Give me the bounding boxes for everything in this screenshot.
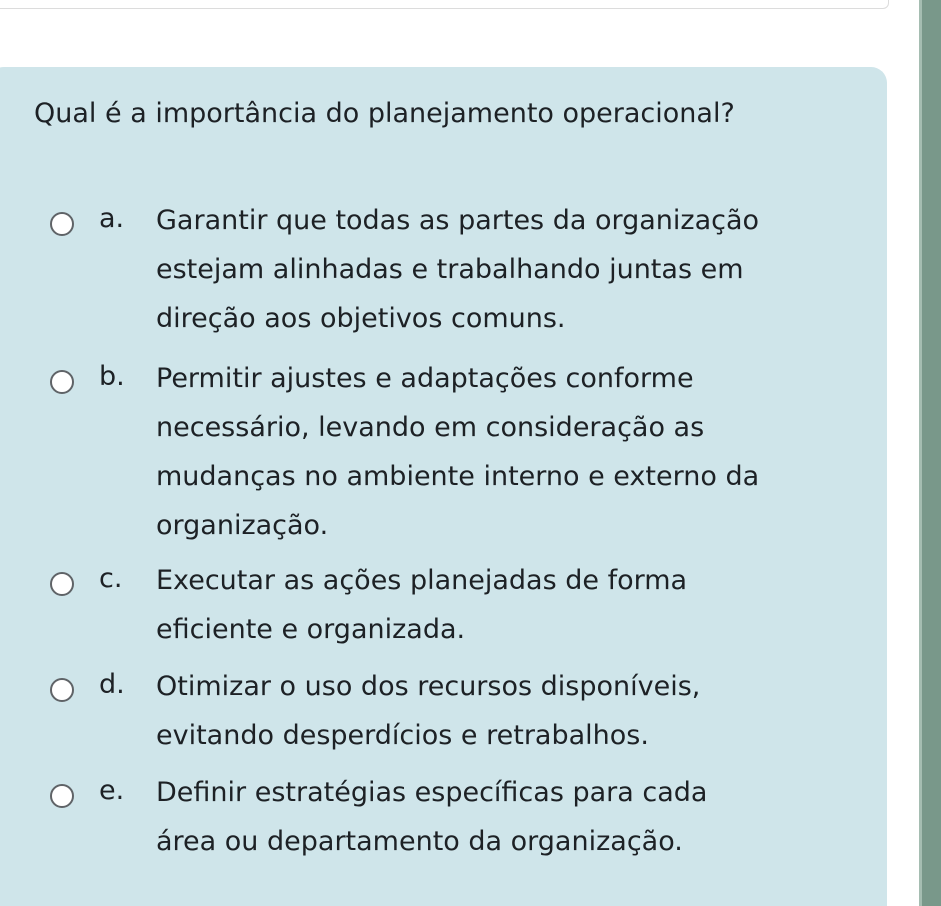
option-line: evitando desperdícios e retrabalhos. [156, 720, 649, 751]
option-line: eficiente e organizada. [156, 614, 466, 645]
option-line: mudanças no ambiente interno e externo da [156, 461, 760, 492]
option-line: Definir estratégias específicas para cada [156, 777, 708, 808]
option-letter: d. [99, 669, 125, 700]
option-d[interactable] [48, 669, 848, 751]
previous-card [0, 0, 889, 9]
option-line: direção aos objetivos comuns. [156, 303, 566, 334]
option-line: Permitir ajustes e adaptações conforme [156, 363, 694, 394]
page-scrollbar[interactable] [919, 0, 941, 906]
option-c[interactable] [48, 563, 848, 645]
option-e[interactable] [48, 775, 848, 857]
option-text [156, 354, 846, 550]
option-letter: a. [99, 203, 125, 234]
option-line: estejam alinhadas e trabalhando juntas em [156, 254, 744, 285]
radio-e[interactable] [50, 784, 74, 808]
option-line: Executar as ações planejadas de forma [156, 565, 688, 596]
radio-c[interactable] [50, 572, 74, 596]
question-text: Qual é a importância do planejamento operacional? [34, 98, 735, 129]
option-letter: b. [99, 361, 125, 392]
option-text [156, 556, 846, 654]
option-line: Garantir que todas as partes da organização [156, 205, 760, 236]
option-a[interactable] [48, 203, 848, 334]
option-line: Otimizar o uso dos recursos disponíveis, [156, 671, 701, 702]
option-letter: e. [99, 775, 125, 806]
option-b[interactable] [48, 361, 848, 541]
option-text [156, 768, 846, 866]
radio-a[interactable] [50, 212, 74, 236]
option-line: área ou departamento da organização. [156, 826, 683, 857]
option-letter: c. [99, 563, 123, 594]
radio-b[interactable] [50, 370, 74, 394]
option-text [156, 662, 846, 760]
option-line: organização. [156, 510, 329, 541]
option-line: necessário, levando em consideração as [156, 412, 705, 443]
option-text [156, 196, 846, 343]
scrollbar-edge [919, 0, 922, 906]
radio-d[interactable] [50, 678, 74, 702]
